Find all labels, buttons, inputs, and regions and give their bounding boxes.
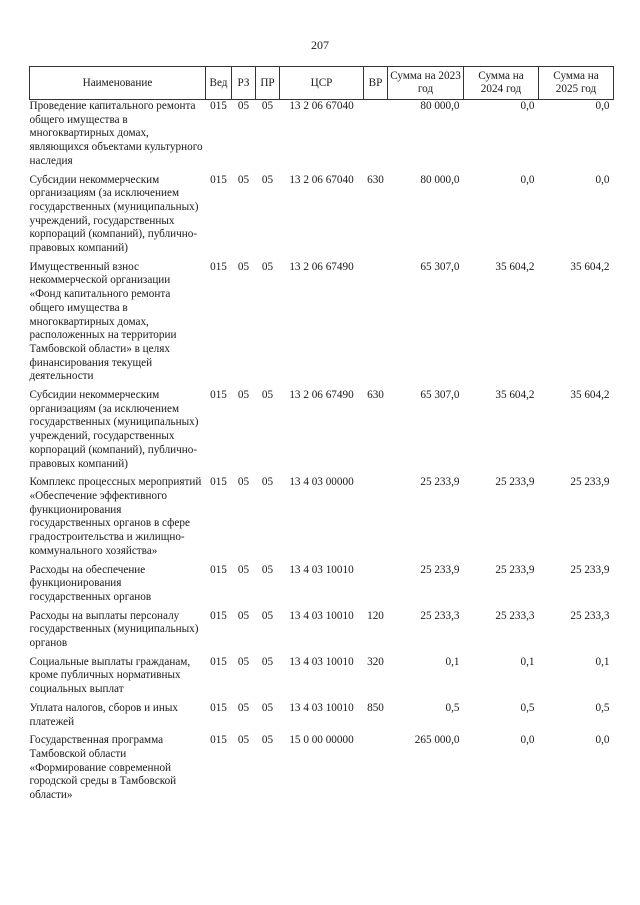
cell-vr bbox=[364, 564, 388, 605]
cell-pr: 05 bbox=[261, 734, 274, 747]
table-row bbox=[30, 100, 614, 169]
table-row bbox=[30, 389, 614, 471]
cell-rz: 05 bbox=[237, 100, 250, 112]
cell-rz: 05 bbox=[237, 173, 250, 186]
cell-sum-2025: 35 604,2 bbox=[570, 389, 610, 402]
cell-sum-2023: 265 000,0 bbox=[414, 734, 460, 747]
header-sum-2025: Сумма на 2025 год bbox=[539, 67, 614, 100]
cell-pr: 05 bbox=[261, 655, 274, 668]
cell-sum-2024: 0,1 bbox=[520, 655, 535, 668]
cell-ved: 015 bbox=[210, 701, 227, 714]
cell-pr: 05 bbox=[261, 173, 274, 186]
cell-sum-2023: 0,1 bbox=[445, 655, 460, 668]
cell-vr: 120 bbox=[367, 609, 384, 622]
cell-sum-2025: 25 233,9 bbox=[570, 476, 610, 489]
cell-csr: 13 4 03 10010 bbox=[289, 655, 354, 668]
cell-sum-2025: 0,0 bbox=[595, 100, 610, 112]
cell-csr: 13 2 06 67040 bbox=[289, 173, 354, 186]
cell-vr: 630 bbox=[367, 173, 384, 186]
cell-name: Государственная программа Тамбовской области «Формирование современной городской среды в Тамбовской области» bbox=[29, 734, 177, 802]
cell-vr bbox=[364, 476, 388, 558]
cell-sum-2024: 35 604,2 bbox=[495, 260, 535, 273]
table-body bbox=[30, 100, 614, 803]
cell-name: Имущественный взнос некоммерческой организации «Фонд капитального ремонта общего имущества в многоквартирных домах, расположенных на территории Тамбовской области» в целях финансирования текущей деятельности bbox=[29, 260, 177, 383]
cell-sum-2024: 25 233,9 bbox=[495, 476, 535, 489]
cell-rz: 05 bbox=[237, 655, 250, 668]
cell-pr: 05 bbox=[261, 476, 274, 489]
cell-name: Субсидии некоммерческим организациям (за исключением государственных (муниципальных) учреждений, государственных корпораций (компаний), публично-правовых компаний) bbox=[29, 389, 199, 470]
cell-vr: 320 bbox=[367, 655, 384, 668]
cell-sum-2023: 65 307,0 bbox=[420, 389, 460, 402]
cell-rz: 05 bbox=[237, 260, 250, 273]
cell-csr: 13 2 06 67490 bbox=[289, 389, 354, 402]
cell-ved: 015 bbox=[210, 100, 227, 112]
cell-vr bbox=[364, 261, 388, 384]
table-row bbox=[30, 564, 614, 605]
cell-sum-2024: 0,0 bbox=[520, 100, 535, 112]
header-pr: ПР bbox=[256, 67, 280, 100]
cell-rz: 05 bbox=[237, 389, 250, 402]
table-header bbox=[30, 67, 614, 100]
cell-name: Субсидии некоммерческим организациям (за исключением государственных (муниципальных) учреждений, государственных корпораций (компаний), публично-правовых компаний) bbox=[29, 173, 199, 255]
cell-rz: 05 bbox=[237, 701, 250, 714]
cell-vr bbox=[364, 100, 388, 169]
cell-rz: 05 bbox=[237, 476, 250, 489]
cell-pr: 05 bbox=[261, 100, 274, 112]
cell-csr: 13 4 03 10010 bbox=[289, 609, 354, 622]
cell-ved: 015 bbox=[210, 260, 227, 273]
table-row bbox=[30, 610, 614, 651]
table-row bbox=[30, 174, 614, 256]
cell-ved: 015 bbox=[210, 734, 227, 747]
header-sum-2024: Сумма на 2024 год bbox=[464, 67, 539, 100]
cell-sum-2023: 80 000,0 bbox=[420, 100, 460, 112]
header-ved: Вед bbox=[206, 67, 232, 100]
cell-ved: 015 bbox=[210, 476, 227, 489]
cell-csr: 13 2 06 67040 bbox=[289, 100, 354, 112]
cell-pr: 05 bbox=[261, 563, 274, 576]
cell-sum-2025: 35 604,2 bbox=[570, 260, 610, 273]
cell-sum-2025: 25 233,9 bbox=[570, 563, 610, 576]
cell-name: Расходы на обеспечение функционирования государственных органов bbox=[29, 563, 152, 603]
cell-sum-2023: 80 000,0 bbox=[420, 173, 460, 186]
cell-sum-2023: 25 233,9 bbox=[420, 563, 460, 576]
cell-sum-2024: 0,0 bbox=[520, 734, 535, 747]
header-csr: ЦСР bbox=[280, 67, 364, 100]
cell-name: Комплекс процессных мероприятий «Обеспечение эффективного функционирования государственных органов в сфере градостроительства и жилищно-коммунального хозяйства» bbox=[29, 476, 202, 557]
cell-sum-2025: 0,5 bbox=[595, 701, 610, 714]
cell-sum-2023: 0,5 bbox=[445, 701, 460, 714]
cell-rz: 05 bbox=[237, 734, 250, 747]
cell-sum-2024: 25 233,3 bbox=[495, 609, 535, 622]
cell-pr: 05 bbox=[261, 260, 274, 273]
cell-ved: 015 bbox=[210, 389, 227, 402]
table-row bbox=[30, 656, 614, 697]
cell-ved: 015 bbox=[210, 655, 227, 668]
cell-pr: 05 bbox=[261, 701, 274, 714]
cell-name: Уплата налогов, сборов и иных платежей bbox=[29, 701, 179, 728]
header-vr: ВР bbox=[364, 67, 388, 100]
page-number: 207 bbox=[311, 38, 329, 52]
cell-csr: 13 4 03 10010 bbox=[289, 563, 354, 576]
cell-pr: 05 bbox=[261, 389, 274, 402]
cell-sum-2025: 25 233,3 bbox=[570, 609, 610, 622]
cell-csr: 13 4 03 10010 bbox=[289, 701, 354, 714]
cell-vr bbox=[364, 734, 388, 803]
cell-sum-2024: 25 233,9 bbox=[495, 563, 535, 576]
cell-csr: 13 2 06 67490 bbox=[289, 260, 354, 273]
table-row bbox=[30, 734, 614, 803]
cell-sum-2023: 65 307,0 bbox=[420, 260, 460, 273]
cell-vr: 630 bbox=[367, 389, 384, 402]
header-rz: РЗ bbox=[232, 67, 256, 100]
table-row bbox=[30, 261, 614, 384]
cell-sum-2024: 0,0 bbox=[520, 173, 535, 186]
cell-name: Расходы на выплаты персоналу государственных (муниципальных) органов bbox=[29, 609, 199, 650]
cell-ved: 015 bbox=[210, 609, 227, 622]
cell-ved: 015 bbox=[210, 563, 227, 576]
cell-sum-2024: 35 604,2 bbox=[495, 389, 535, 402]
cell-rz: 05 bbox=[237, 563, 250, 576]
cell-vr: 850 bbox=[367, 701, 384, 714]
cell-pr: 05 bbox=[261, 609, 274, 622]
header-name: Наименование bbox=[30, 67, 206, 100]
cell-sum-2025: 0,0 bbox=[595, 173, 610, 186]
cell-name: Социальные выплаты гражданам, кроме публичных нормативных социальных выплат bbox=[29, 655, 191, 696]
cell-ved: 015 bbox=[210, 173, 227, 186]
table-row bbox=[30, 476, 614, 558]
cell-sum-2023: 25 233,9 bbox=[420, 476, 460, 489]
cell-sum-2023: 25 233,3 bbox=[420, 609, 460, 622]
cell-sum-2025: 0,1 bbox=[595, 655, 610, 668]
table-row bbox=[30, 702, 614, 729]
cell-name: Проведение капитального ремонта общего имущества в многоквартирных домах, являющихся объектами культурного наследия bbox=[29, 100, 203, 167]
cell-rz: 05 bbox=[237, 609, 250, 622]
budget-table bbox=[29, 66, 614, 803]
header-sum-2023: Сумма на 2023 год bbox=[388, 67, 464, 100]
cell-sum-2025: 0,0 bbox=[595, 734, 610, 747]
cell-csr: 15 0 00 00000 bbox=[289, 734, 354, 747]
cell-sum-2024: 0,5 bbox=[520, 701, 535, 714]
cell-csr: 13 4 03 00000 bbox=[289, 476, 354, 489]
